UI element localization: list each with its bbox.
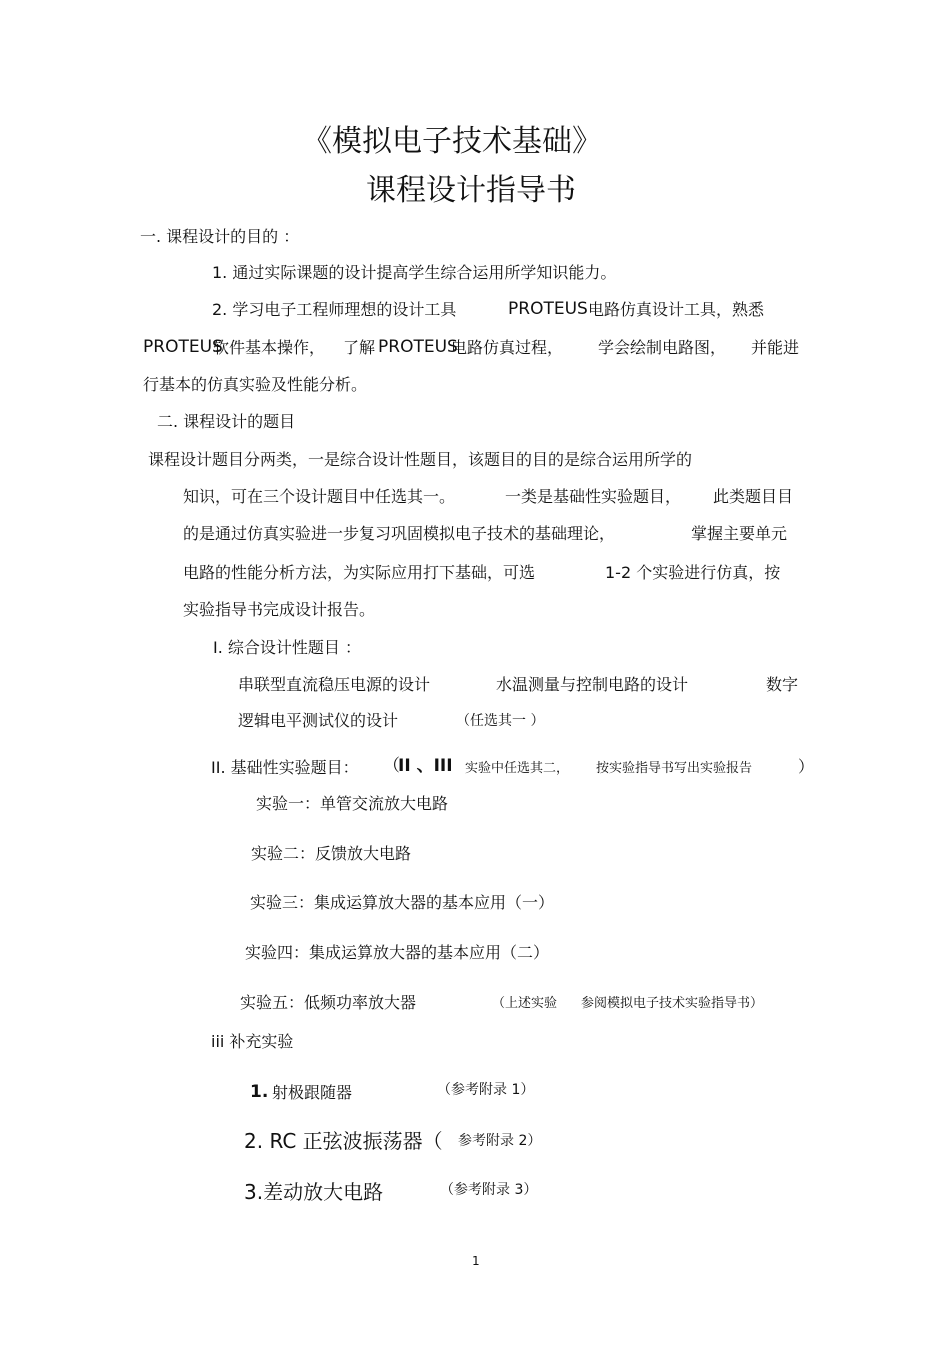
experiment-note: 参阅模拟电子技术实验指导书） [581,996,764,1011]
section-2-paragraph: 掌握主要单元 [691,524,788,543]
section-1-item-2-text: 并能进 [751,338,800,357]
section-2-paragraph: 实验指导书完成设计报告。 [183,600,376,619]
section-1-item-2-text: 了解 [343,338,376,357]
basic-experiments-note: 按实验指导书写出实验报告 [596,761,753,776]
section-1-item-2-text: 软件基本操作， [213,338,326,357]
section-2-paragraph: 的是通过仿真实验进一步复习巩固模拟电子技术的基础理论， [183,524,616,543]
topic-item: 逻辑电平测试仪的设计 [238,711,399,730]
section-2-heading: 二. 课程设计的题目 [157,412,296,431]
doc-title-line1: 《模拟电子技术基础》 [302,124,602,159]
appendix-note: 参考附录 2） [458,1133,542,1149]
section-1-heading: 一. 课程设计的目的 ： [140,227,300,246]
appendix-note: （参考附录 1） [437,1082,535,1098]
supplementary-number: 1. [250,1082,269,1102]
experiment-item: 实验五：低频功率放大器 [240,993,417,1012]
section-1-item-2-text: 2. 学习电子工程师理想的设计工具 [212,300,457,319]
supplementary-heading: iii 补充实验 [211,1032,294,1051]
experiment-item: 实验三：集成运算放大器的基本应用（一） [250,893,555,912]
basic-experiments-note: 实验中任选其二， [465,761,570,776]
paren-close: ） [798,757,815,776]
proteus-text: PROTEUS [378,337,458,357]
topic-note: （任选其一 ） [456,713,545,729]
proteus-text: PROTEUS [508,299,588,319]
experiment-item: 实验二：反馈放大电路 [251,844,412,863]
proteus-text: PROTEUS [143,337,223,357]
roman-numerals: II 、III [398,756,453,776]
section-1-item-1: 1. 通过实际课题的设计提高学生综合运用所学知识能力。 [212,263,617,282]
topic-item: 数字 [766,675,799,694]
comprehensive-topics-heading: I. 综合设计性题目 ： [213,638,361,657]
paren-open: （ [383,756,400,776]
doc-title-line2: 课程设计指导书 [366,173,576,208]
experiment-item: 实验一：单管交流放大电路 [256,794,449,813]
experiment-item: 实验四：集成运算放大器的基本应用（二） [245,943,550,962]
page-number: 1 [472,1254,480,1268]
section-2-paragraph: 一类是基础性实验题目， [505,487,682,506]
supplementary-item: 射极跟随器 [272,1083,353,1102]
section-2-paragraph: 课程设计题目分两类，一是综合设计性题目，该题目的目的是综合运用所学的 [148,450,693,469]
section-1-item-2-text: 电路仿真设计工具，熟悉 [588,300,765,319]
appendix-note: （参考附录 3） [440,1182,538,1198]
experiment-note: （上述实验 [492,996,558,1011]
supplementary-item: 2. RC 正弦波振荡器（ [244,1129,443,1153]
section-2-paragraph: 此类题目目 [713,487,794,506]
section-1-item-2-text: 电路仿真过程， [451,338,564,357]
section-2-paragraph: 1-2 个实验进行仿真，按 [605,563,781,582]
section-1-item-2-text: 行基本的仿真实验及性能分析。 [143,375,368,394]
section-2-paragraph: 知识，可在三个设计题目中任选其一。 [183,487,456,506]
section-1-item-2-text: 学会绘制电路图， [598,338,727,357]
basic-experiments-heading: II. 基础性实验题目： [211,758,359,777]
topic-item: 串联型直流稳压电源的设计 [238,675,431,694]
section-2-paragraph: 电路的性能分析方法，为实际应用打下基础，可选 [183,563,536,582]
topic-item: 水温测量与控制电路的设计 [496,675,689,694]
supplementary-item: 3.差动放大电路 [244,1180,384,1204]
